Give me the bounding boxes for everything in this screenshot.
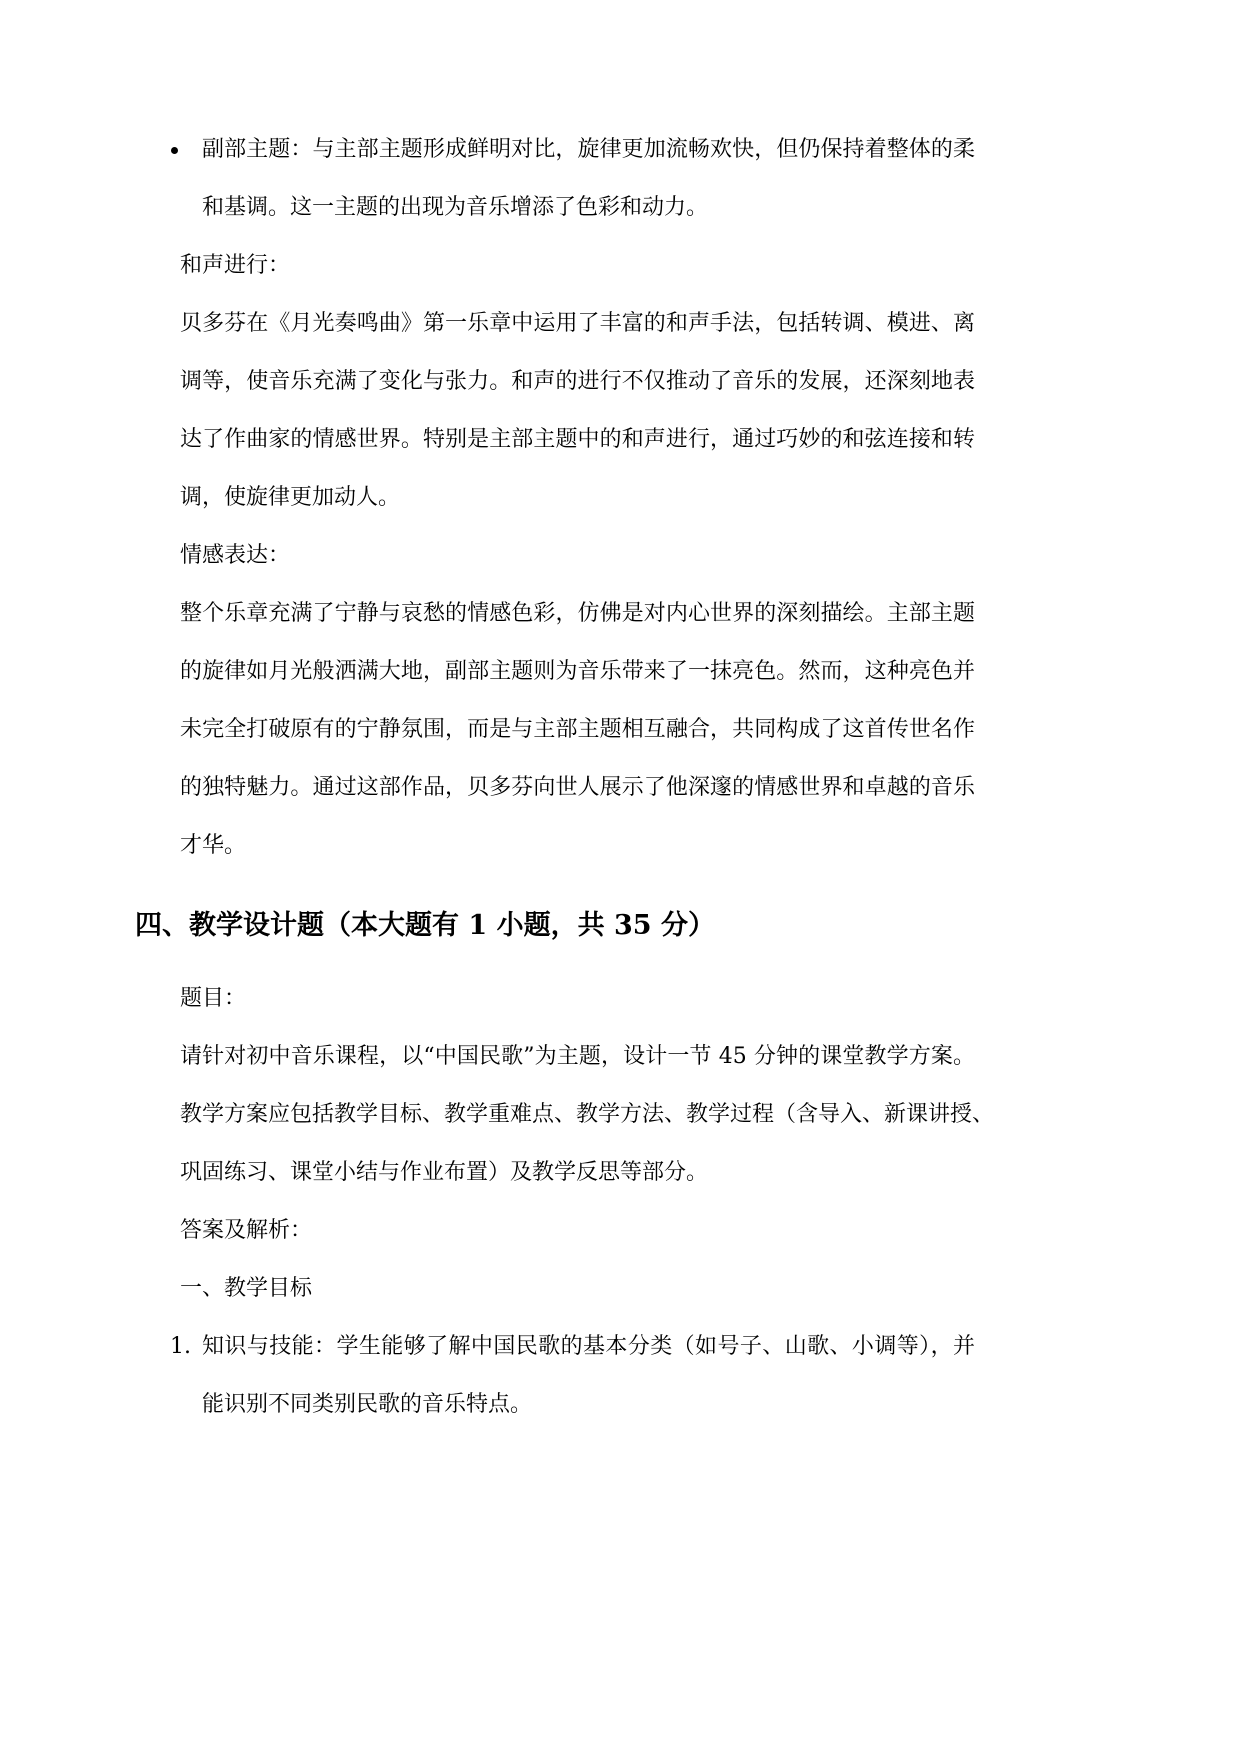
emotion-paragraph [180, 585, 975, 875]
objective-line: 知识与技能：学生能够了解中国民歌的基本分类（如号子、山歌、小调等），并 [202, 1334, 975, 1359]
subsection-title: 一、教学目标 [180, 1276, 313, 1301]
paragraph-line: 调等，使音乐充满了变化与张力。和声的进行不仅推动了音乐的发展，还深刻地表 [180, 369, 975, 394]
section-title: 四、教学设计题（本大题有 1 小题，共 35 分） [135, 910, 715, 941]
bullet-item-line: 和基调。这一主题的出现为音乐增添了色彩和动力。 [202, 195, 709, 220]
paragraph-line: 贝多芬在《月光奏鸣曲》第一乐章中运用了丰富的和声手法，包括转调、模进、离 [180, 311, 975, 336]
sub-theme-bullet-item [202, 121, 975, 237]
harmony-paragraph [180, 295, 975, 527]
paragraph-line: 整个乐章充满了宁静与哀愁的情感色彩，仿佛是对内心世界的深刻描绘。主部主题 [180, 601, 975, 626]
answer-label: 答案及解析： [180, 1218, 313, 1243]
paragraph-line: 巩固练习、课堂小结与作业布置）及教学反思等部分。 [180, 1160, 709, 1185]
question-paragraph [180, 1028, 995, 1202]
paragraph-line: 才华。 [180, 833, 247, 858]
paragraph-line: 未完全打破原有的宁静氛围，而是与主部主题相互融合，共同构成了这首传世名作 [180, 717, 975, 742]
question-label: 题目： [180, 986, 247, 1011]
paragraph-line: 达了作曲家的情感世界。特别是主部主题中的和声进行，通过巧妙的和弦连接和转 [180, 427, 975, 452]
harmony-heading: 和声进行： [180, 253, 291, 278]
objective-item [170, 1318, 975, 1434]
emotion-heading: 情感表达： [180, 543, 291, 568]
list-number: 1. [170, 1334, 191, 1359]
paragraph-line: 的旋律如月光般洒满大地，副部主题则为音乐带来了一抹亮色。然而，这种亮色并 [180, 659, 975, 684]
paragraph-line: 教学方案应包括教学目标、教学重难点、教学方法、教学过程（含导入、新课讲授、 [180, 1102, 995, 1127]
text-column [135, 121, 995, 1434]
paragraph-line: 调，使旋律更加动人。 [180, 485, 401, 510]
paragraph-line: 的独特魅力。通过这部作品，贝多芬向世人展示了他深邃的情感世界和卓越的音乐 [180, 775, 975, 800]
bullet-icon [171, 147, 178, 154]
bullet-item-line: 副部主题：与主部主题形成鲜明对比，旋律更加流畅欢快，但仍保持着整体的柔 [202, 137, 975, 162]
objective-line: 能识别不同类别民歌的音乐特点。 [202, 1392, 533, 1417]
paragraph-line: 请针对初中音乐课程，以“中国民歌”为主题，设计一节 45 分钟的课堂教学方案。 [180, 1044, 975, 1069]
